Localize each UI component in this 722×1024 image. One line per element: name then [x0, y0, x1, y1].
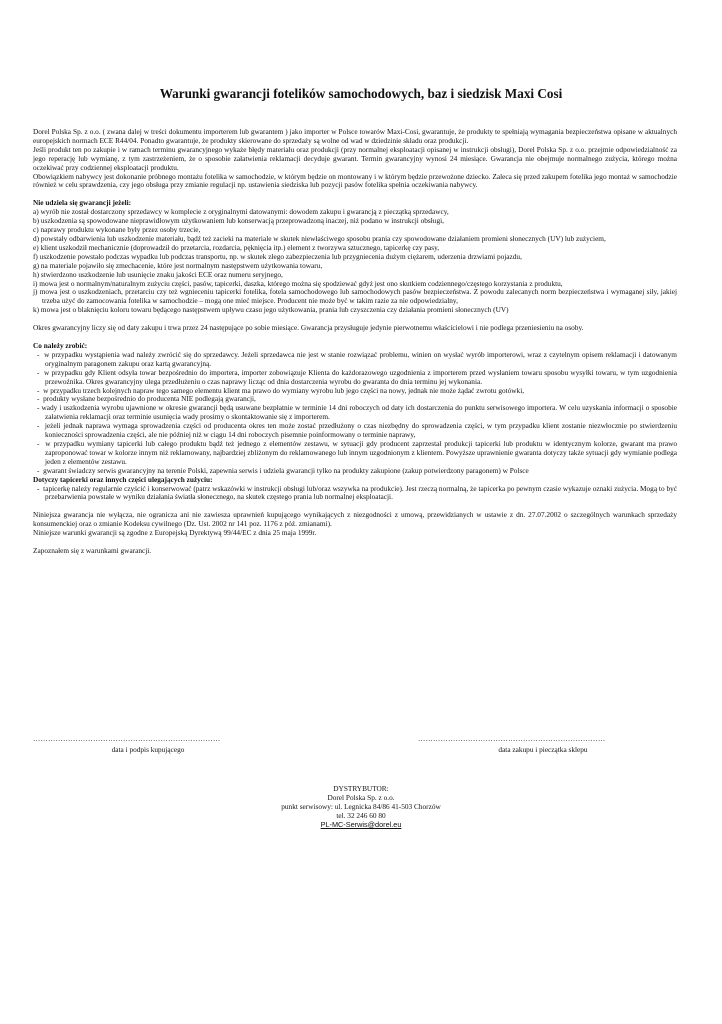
- shop-stamp-line: …………………………………………………………………: [418, 734, 606, 743]
- upholstery-item: - tapicerkę należy regularnie czyścić i konserwować (patrz wskazówki w instrukcji obsługi lub/oraz wszywka na produkcie). Jest rzeczą normalną, że tapicerka po pewnym czasie wykazuje oznaki zużycia. Mogą to być przebarwienia powstałe w wyniku działania światła słonecznego, na skutek częstego prania lub normalnej eksploatacji.: [37, 483, 677, 502]
- document-body: [33, 128, 677, 556]
- exclusion-item: j) mowa jest o uszkodzeniach, przetarciu czy też wgnieceniu tapicerki fotelika, fotela samochodowego lub samochodowych pasów bezpieczeństwa. Z powodu zalecanych norm bezpieczeństwa i wymaganej siły, jakiej trzeba użyć do zamocowania fotelika w samochodzie – mogą one mieć miejsce. Producent nie może być w takim razie za nie odpowiedzialny,: [33, 287, 677, 306]
- closing-paragraph: Niniejsze warunki gwarancji są zgodne z Europejską Dyrektywą 99/44/EC z dnia 25 maja 1999r.: [33, 528, 317, 538]
- exclusion-item: g) na materiale pojawiło się zmechacenie, które jest normalnym następstwem użytkowania towaru,: [33, 260, 323, 270]
- buyer-signature-block: [33, 734, 263, 754]
- intro-paragraph: Obowiązkiem nabywcy jest dokonanie próbnego montażu fotelika w samochodzie, w którym będzie on montowany i w którym będzie przewożone dziecko. Zaleca się przed zakupem fotelika jego montaż w samochodzie również w celu sprawdzenia, czy jego obsługa przy zmianie regulacji np. ustawienia siedziska lub pozycji pasów fotelika spełnia oczekiwania nabywcy.: [33, 171, 677, 190]
- intro-paragraph: Dorel Polska Sp. z o.o. ( zwana dalej w treści dokumentu importerem lub gwarantem ) jako importer w Polsce towarów Maxi-Cosi, gwarantuje, że produkty te spełniają wymagania bezpieczeństwa opisane w aktualnych europejskich normach ECE R44/04. Ponadto gwarantuje, że produkty skierowane do sprzedaży są wolne od wad w dziedzinie składu oraz produkcji.: [33, 127, 677, 145]
- todo-item: - w przypadku gdy Klient odsyła towar bezpośrednio do importera, importer zobowiązuje Klienta do każdorazowego uzgodnienia z importerem przed wysłaniem towaru sposobu wysyłki towaru, w tym uzgodnienia przewoźnika. Okres gwarancyjny ulega przedłużeniu o czas naprawy licząc od dnia dostarczenia wyrobu do gwaranta do dnia terminu jej wykonania.: [37, 367, 677, 386]
- todo-item: - jeżeli jednak naprawa wymaga sprowadzenia części od producenta okres ten może zostać przedłużony o czas niezbędny do sprowadzenia części, w tym przypadku klient zostanie niezwłocznie po stwierdzeniu konieczności sprowadzenia części, ale nie później niż w ciągu 14 dni roboczych pisemnie poinformowany o terminie naprawy,: [37, 421, 677, 440]
- distributor-phone: tel. 32 246 60 80: [336, 810, 386, 820]
- warranty-period-paragraph: Okres gwarancyjny liczy się od daty zakupu i trwa przez 24 następujące po sobie miesiące. Gwarancja przysługuje jedynie pierwotnemu właścicielowi i nie podlega przeniesieniu na osoby.: [33, 323, 584, 333]
- acknowledgement: Zapoznałem się z warunkami gwarancji.: [33, 546, 152, 556]
- exclusion-item: h) stwierdzono uszkodzenie lub usunięcie znaku jakości ECE oraz numeru seryjnego,: [33, 269, 283, 279]
- distributor-address: punkt serwisowy: ul. Legnicka 84/86 41-503 Chorzów: [281, 801, 441, 811]
- shop-stamp-block: [418, 734, 668, 754]
- buyer-signature-caption: data i podpis kupującego: [111, 745, 185, 754]
- todo-item: - w przypadku wymiany tapicerki lub całego produktu bądź też jednego z elementów zestawu, w sytuacji gdy producent zaprzestał produkcji tapicerki lub produktu w identycznym kolorze, gwarant ma prawo zaproponować towar w kolorze innym niż reklamowany, najbardziej zbliżonym do reklamowanego lub innym uzgodnionym z klientem. Powyższe uprawnienie gwaranta dotyczy także sytuacji gdy wymianie podlega jeden z elementów zestawu.: [37, 439, 677, 466]
- exclusion-item: c) naprawy produktu wykonane były przez osoby trzecie,: [33, 225, 201, 235]
- todo-item: - produkty wysłane bezpośrednio do producenta NIE podlegają gwarancji,: [37, 394, 256, 404]
- todo-item: - gwarant świadczy serwis gwarancyjny na terenie Polski, zapewnia serwis i udziela gwarancji tylko na produkty zakupione (zakup potwierdzony paragonem) w Polsce: [37, 465, 529, 475]
- exclusion-item: i) mowa jest o normalnym/naturalnym zużyciu części, pasów, tapicerki, daszka, którego można się spodziewać gdyż jest ono skutkiem codziennego/częstego korzystania z produktu,: [33, 278, 563, 288]
- exclusion-item: a) wyrób nie został dostarczony sprzedawcy w komplecie z oryginalnymi datowanymi: dowodem zakupu i gwarancją z pieczątką sprzedawcy,: [33, 207, 449, 217]
- todo-item: - wady i uszkodzenia wyrobu ujawnione w okresie gwarancji będą usuwane bezpłatnie w terminie 14 dni roboczych od daty ich dostarczenia do punktu serwisowego importera. W celu uzyskania informacji o sposobie załatwienia reklamacji oraz terminie usunięcia wady prosimy o skontaktowanie się z importerem.: [37, 403, 677, 422]
- closing-paragraph: Niniejsza gwarancja nie wyłącza, nie ogranicza ani nie zawiesza uprawnień kupującego wynikających z niezgodności z umową, przewidzianych w ustawie z dn. 27.07.2002 o szczególnych warunkach sprzedaży konsumenckiej oraz o zmianie Kodeksu cywilnego (Dz. Ust. 2002 nr 141 poz. 1176 z póź. zmianami).: [33, 510, 677, 529]
- distributor-block: [0, 785, 722, 830]
- document-title: Warunki gwarancji fotelików samochodowych, baz i siedzisk Maxi Cosi: [159, 86, 563, 101]
- buyer-signature-line: …………………………………………………………………: [33, 734, 221, 743]
- distributor-company: Dorel Polska Sp. z o.o.: [327, 792, 395, 802]
- upholstery-heading: Dotyczy tapicerki oraz innych części ulegających zużyciu:: [33, 474, 213, 484]
- todo-item: - w przypadku wystąpienia wad należy zwrócić się do sprzedawcy. Jeżeli sprzedawca nie jest w stanie rozwiązać problemu, winien on wysłać wyrób importerowi, wraz z czytelnym opisem reklamacji i datowanym oryginalnym paragonem zakupu oraz kartą gwarancyjną.: [37, 349, 677, 368]
- exclusion-item: e) klient uszkodził mechanicznie (doprowadził do przetarcia, rozdarcia, pęknięcia itp.) element z tworzywa sztucznego, tapicerkę czy pasy,: [33, 242, 440, 252]
- exclusions-heading: Nie udziela się gwarancji jeżeli:: [33, 198, 132, 208]
- todo-heading: Co należy zrobić:: [33, 341, 88, 351]
- exclusion-item: b) uszkodzenia są spowodowane nieprawidłowym użytkowaniem lub konserwacją przeprowadzoną inaczej, niż podano w instrukcji obsługi,: [33, 216, 444, 226]
- exclusion-item: d) powstały odbarwienia lub uszkodzenie materiału, bądź też zacieki na materiale w skutek niewłaściwego sposobu prania czy spowodowane działaniem promieni słonecznych (UV) lub zużyciem,: [33, 233, 606, 243]
- todo-item: - w przypadku trzech kolejnych napraw tego samego elementu klient ma prawo do wymiany wyrobu lub jego części na nowy, jednak nie może żądać zwrotu gotówki,: [37, 385, 525, 395]
- exclusion-item: f) uszkodzenie powstało podczas wypadku lub podczas transportu, np. w skutek złego zabezpieczenia lub przygniecenia dużym ciężarem, uderzenia drzwiami pojazdu,: [33, 251, 522, 261]
- distributor-email-link[interactable]: PL-MC-Serwis@dorel.eu: [320, 819, 402, 829]
- exclusion-item: k) mowa jest o blaknięciu koloru towaru będącego następstwem upływu czasu jego użytkowania, prania lub czyszczenia czy działania promieni słonecznych (UV): [33, 305, 509, 315]
- distributor-heading: DYSTRYBUTOR:: [333, 784, 389, 793]
- intro-paragraph: Jeśli produkt ten po zakupie i w ramach terminu gwarancyjnego wykaże błędy materiału oraz produkcji (przy normalnej eksploatacji opisanej w instrukcji obsługi), Dorel Polska Sp. z o.o. przejmie odpowiedzialność za jego reperację lub wymianę, z tym zastrzeżeniem, że o sposobie załatwienia reklamacji decyduje gwarant. Termin gwarancyjny wynosi 24 miesiące. Gwarancja nie obejmuje normalnego zużycia, którego można oczekiwać przy codziennej eksploatacji produktu.: [33, 144, 677, 172]
- shop-stamp-caption: data zakupu i pieczątka sklepu: [498, 745, 588, 754]
